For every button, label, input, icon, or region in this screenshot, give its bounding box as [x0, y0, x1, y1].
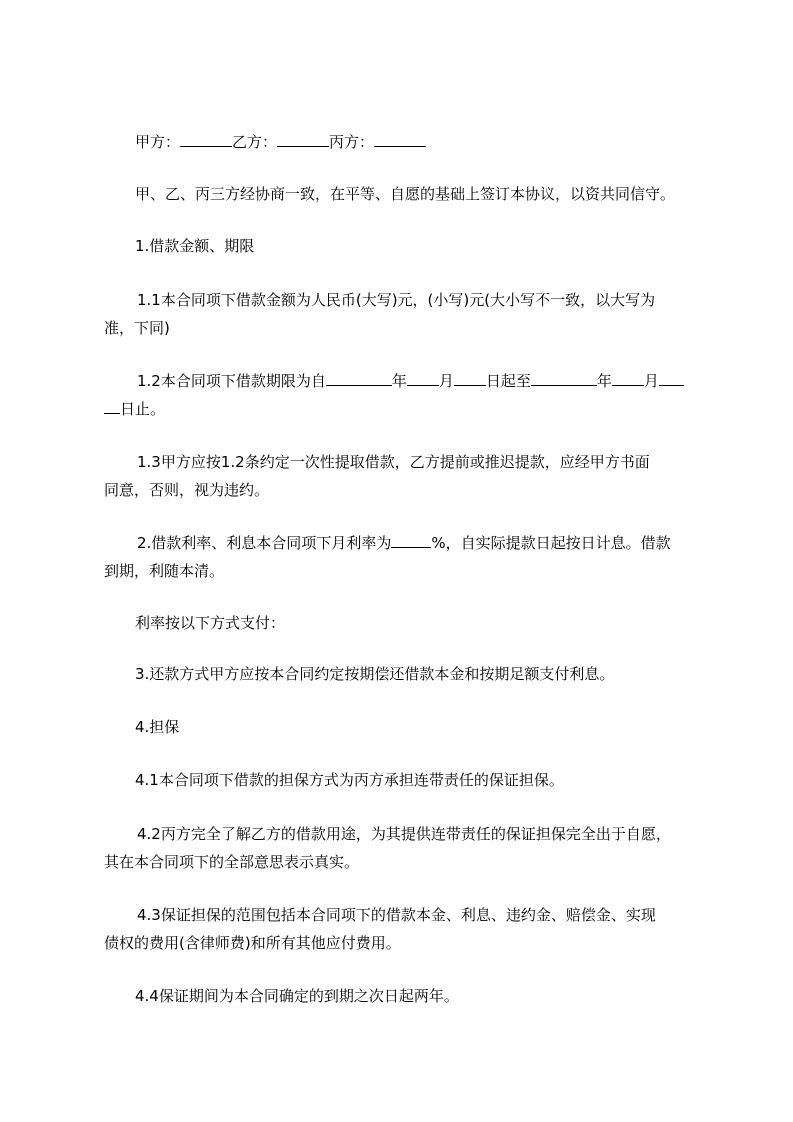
- clause-4-3-line2: 债权的费用(含律师费)和所有其他应付费用。: [104, 934, 401, 952]
- loan-start-month-blank: [407, 368, 439, 386]
- loan-start-day-blank: [454, 368, 486, 386]
- section-2-prefix: 2.借款利率、利息本合同项下月利率为: [137, 534, 392, 552]
- clause-1-2-month1: 月: [438, 372, 454, 390]
- section-2-line2: 到期，利随本清。: [104, 562, 225, 580]
- section-4-title: 4.担保: [135, 718, 180, 736]
- clause-1-2-prefix: 1.2本合同项下借款期限为自: [137, 372, 326, 390]
- section-3-paragraph: 3.还款方式甲方应按本合同约定按期偿还借款本金和按期足额支付利息。: [135, 665, 615, 683]
- loan-start-year-blank: [326, 368, 392, 386]
- intro-paragraph: 甲、乙、丙三方经协商一致，在平等、自愿的基础上签订本协议，以资共同信守。: [135, 185, 676, 203]
- clause-1-2-day-end: 日止。: [120, 400, 166, 418]
- section-2-line1: [137, 528, 671, 558]
- loan-end-day-blank-part1: [659, 368, 684, 386]
- parties-line: [135, 127, 426, 157]
- party-yi-blank: [277, 129, 329, 147]
- payment-method-line: 利率按以下方式支付：: [135, 614, 286, 632]
- loan-end-day-blank-part2: [104, 396, 120, 414]
- section-1-title: 1.借款金额、期限: [135, 237, 255, 255]
- party-jia-label: 甲方：: [135, 133, 181, 151]
- clause-1-2-year2: 年: [596, 372, 612, 390]
- party-jia-blank: [180, 129, 232, 147]
- loan-end-month-blank: [612, 368, 644, 386]
- section-2-percent: %: [431, 534, 446, 552]
- clause-4-1: 4.1本合同项下借款的担保方式为丙方承担连带责任的保证担保。: [135, 771, 564, 789]
- monthly-rate-blank: [391, 530, 431, 548]
- clause-1-3-line2: 同意，否则，视为违约。: [104, 481, 270, 499]
- clause-4-2-line1: 4.2丙方完全了解乙方的借款用途，为其提供连带责任的保证担保完全出于自愿，: [137, 825, 671, 843]
- party-yi-label: 乙方：: [232, 133, 278, 151]
- clause-1-2-day-start: 日起至: [485, 372, 531, 390]
- clause-1-1-line2: 准，下同): [104, 319, 170, 337]
- clause-4-2-line2: 其在本合同项下的全部意思表示真实。: [104, 853, 360, 871]
- clause-1-2-year1: 年: [391, 372, 407, 390]
- party-bing-label: 丙方：: [329, 133, 375, 151]
- clause-1-1-line1: 1.1本合同项下借款金额为人民币(大写)元，(小写)元(大小写不一致，以大写为: [137, 291, 656, 309]
- clause-1-3-line1: 1.3甲方应按1.2条约定一次性提取借款，乙方提前或推迟提款，应经甲方书面: [137, 453, 650, 471]
- loan-end-year-blank: [531, 368, 597, 386]
- clause-4-3-line1: 4.3保证担保的范围包括本合同项下的借款本金、利息、违约金、赔偿金、实现: [137, 906, 656, 924]
- party-bing-blank: [374, 129, 426, 147]
- clause-1-2-line1: [137, 366, 684, 396]
- clause-1-2-line2: [104, 394, 165, 424]
- clause-1-2-month2: 月: [643, 372, 659, 390]
- section-2-suffix: ，自实际提款日起按日计息。借款: [445, 534, 671, 552]
- clause-4-4: 4.4保证期间为本合同确定的到期之次日起两年。: [135, 987, 459, 1005]
